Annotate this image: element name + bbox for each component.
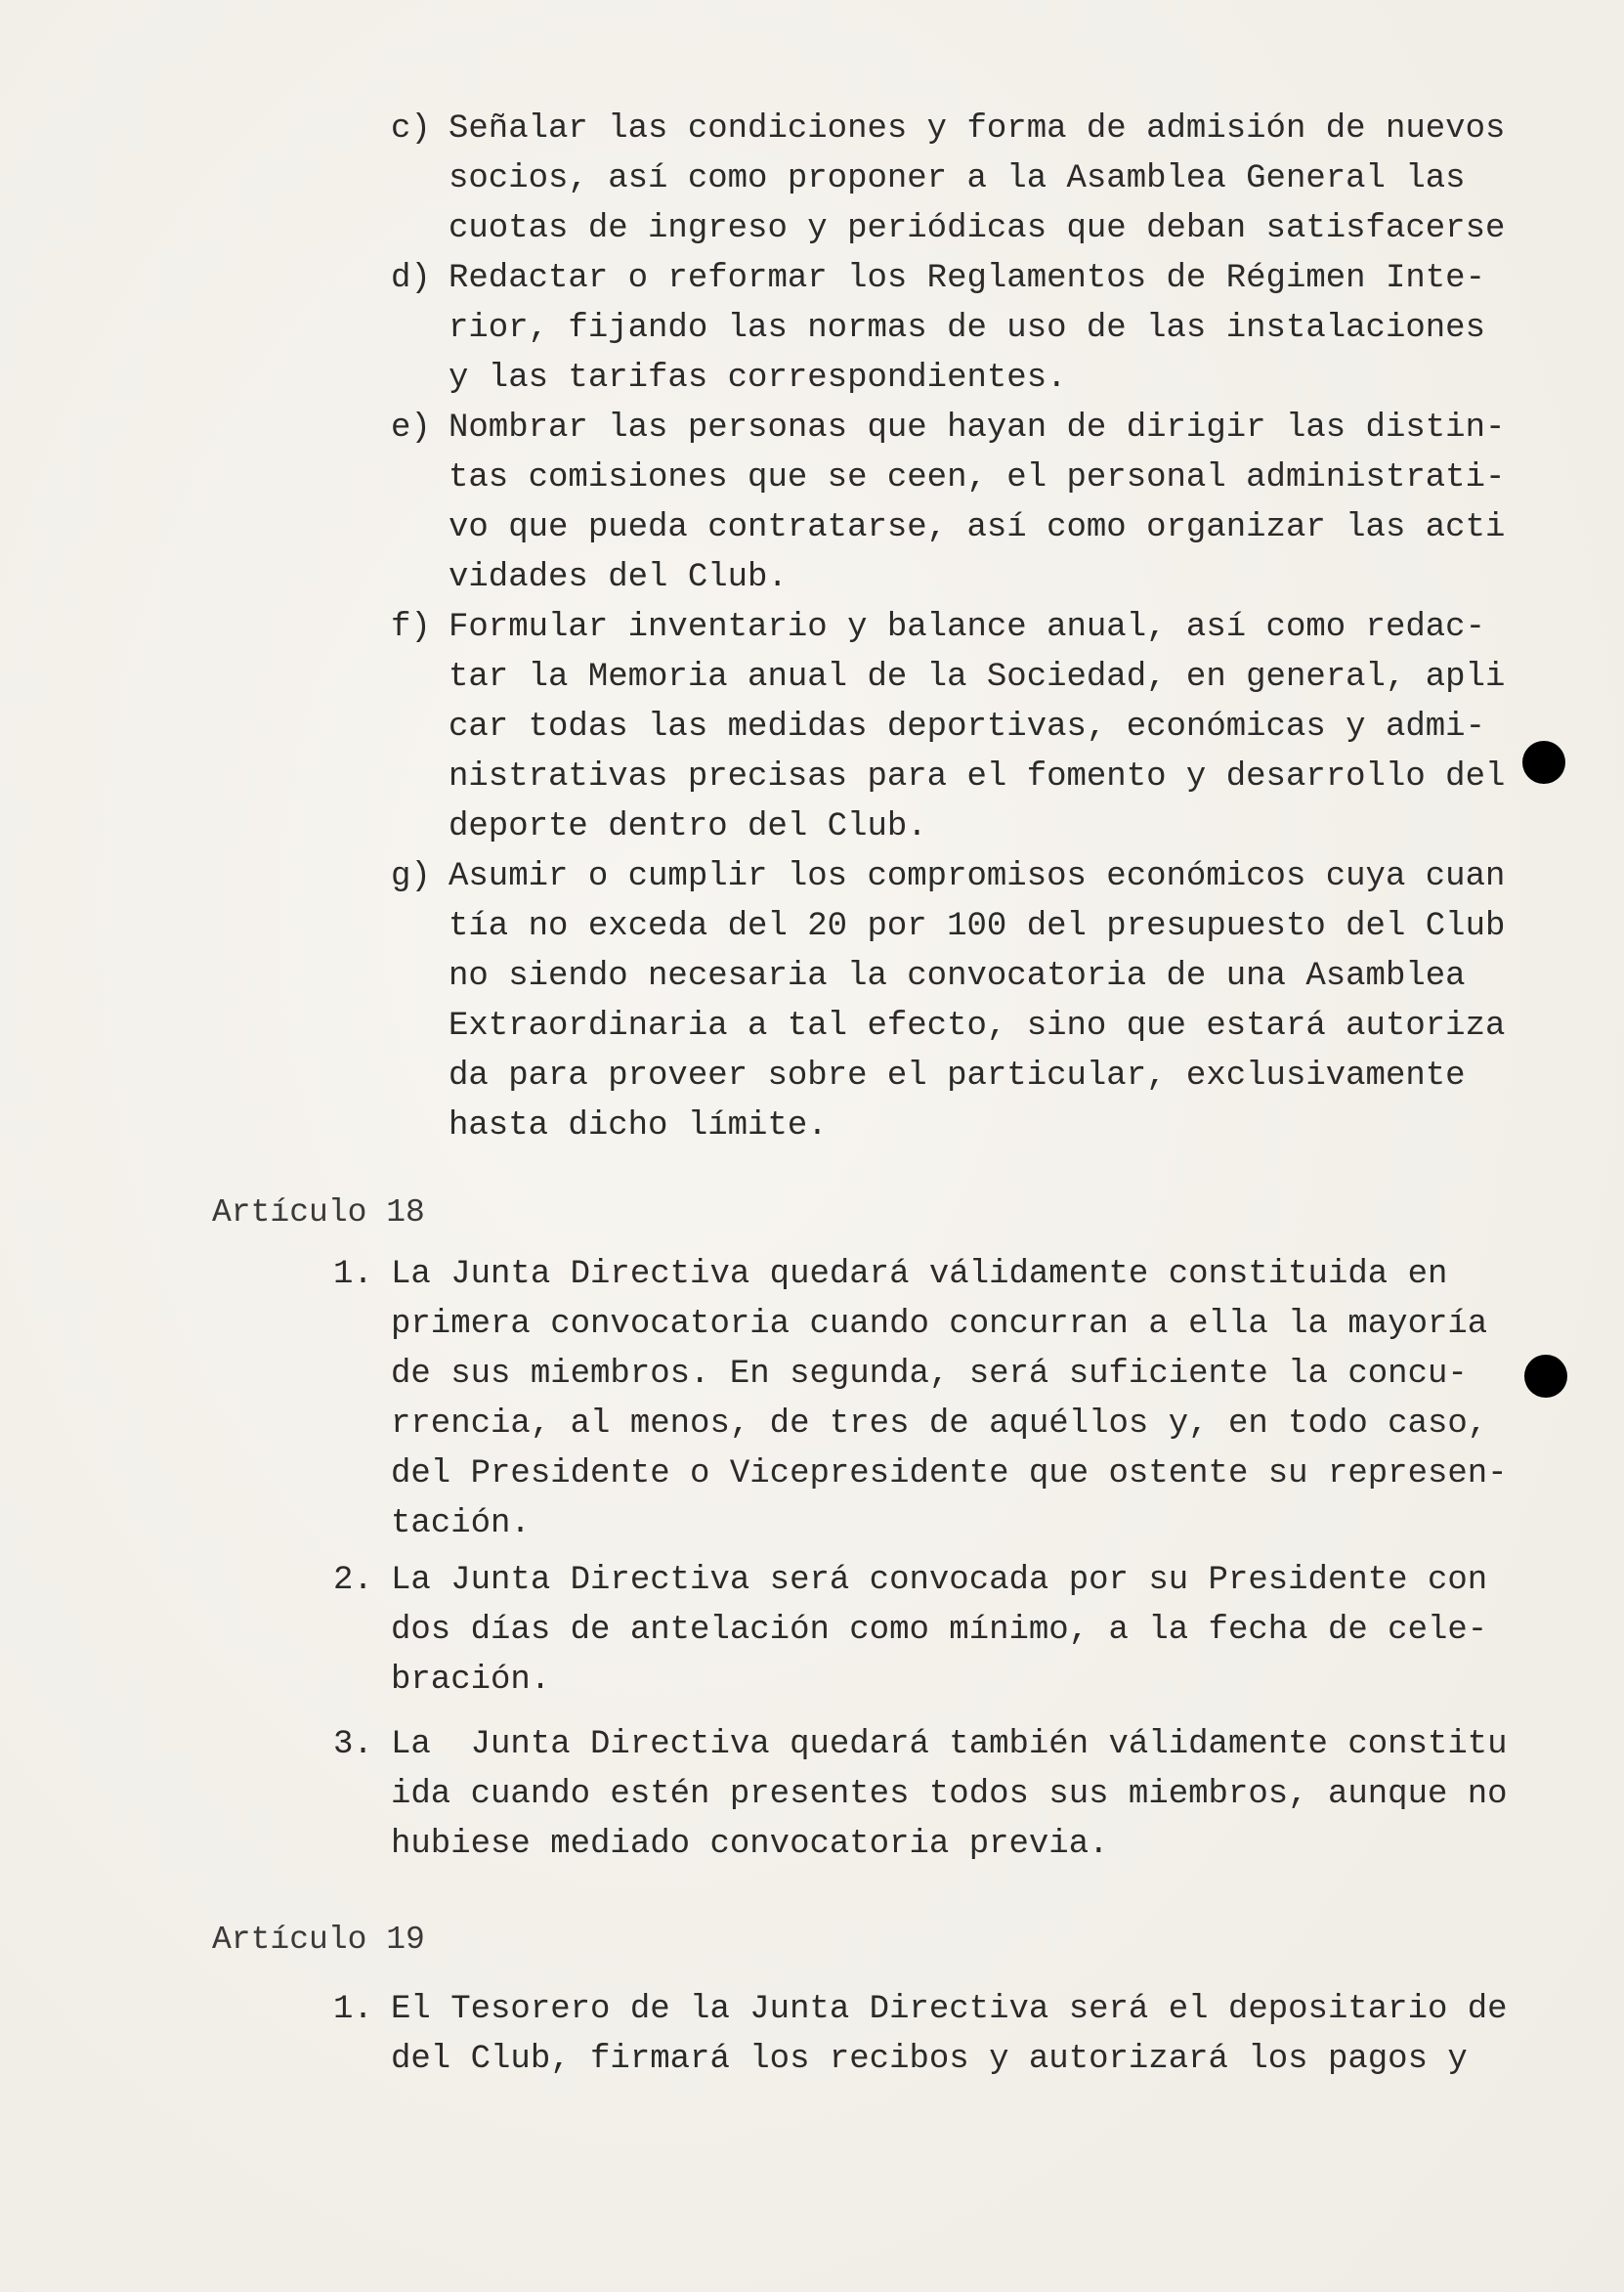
text-line: vidades del Club. [449, 559, 788, 596]
list-item [449, 404, 1505, 603]
text-line: de sus miembros. En segunda, será suficiente la concu- [391, 1356, 1468, 1393]
text-line: tar la Memoria anual de la Sociedad, en general, apli [449, 659, 1506, 696]
article-18-heading: Artículo 18 [212, 1194, 425, 1231]
text-line: nistrativas precisas para el fomento y desarrollo del [449, 758, 1506, 796]
text-line: del Club, firmará los recibos y autorizará los pagos y [391, 2041, 1468, 2078]
text-line: no siendo necesaria la convocatoria de una Asamblea [449, 958, 1466, 995]
text-line: cuotas de ingreso y periódicas que deban satisfacerse [449, 210, 1506, 247]
text-line: dos días de antelación como mínimo, a la fecha de cele- [391, 1612, 1488, 1649]
text-line: La Junta Directiva quedará también válidamente constitu [391, 1726, 1508, 1763]
text-line: socios, así como proponer a la Asamblea General las [449, 160, 1466, 197]
list-item [449, 852, 1505, 1151]
text-line: tación. [391, 1505, 531, 1542]
text-line: tas comisiones que se ceen, el personal administrati- [449, 459, 1506, 497]
article-paragraph [391, 1720, 1508, 1870]
text-line: primera convocatoria cuando concurran a ella la mayoría [391, 1306, 1488, 1343]
text-line: El Tesorero de la Junta Directiva será el depositario de [391, 1991, 1508, 2028]
article-paragraph [391, 1556, 1487, 1706]
list-item-label: d) [391, 260, 431, 297]
text-line: car todas las medidas deportivas, económicas y admi- [449, 709, 1485, 746]
text-line: La Junta Directiva quedará válidamente constituida en [391, 1256, 1448, 1293]
text-line: da para proveer sobre el particular, exclusivamente [449, 1058, 1466, 1095]
text-line: del Presidente o Vicepresidente que ostente su represen- [391, 1455, 1508, 1492]
article-paragraph [391, 1985, 1508, 2085]
list-item [449, 254, 1485, 404]
binder-hole [1522, 741, 1565, 784]
article-paragraph-label: 1. [333, 1991, 373, 2028]
text-line: Asumir o cumplir los compromisos económicos cuya cuan [449, 858, 1506, 895]
list-item-label: f) [391, 609, 431, 646]
text-line: tía no exceda del 20 por 100 del presupuesto del Club [449, 908, 1506, 945]
text-line: rior, fijando las normas de uso de las instalaciones [449, 310, 1485, 347]
binder-hole [1524, 1355, 1567, 1398]
article-paragraph-label: 3. [333, 1726, 373, 1763]
list-item-label: e) [391, 410, 431, 447]
article-paragraph [391, 1250, 1508, 1549]
text-line: rrencia, al menos, de tres de aquéllos y, en todo caso, [391, 1405, 1488, 1443]
text-line: Redactar o reformar los Reglamentos de Régimen Inte- [449, 260, 1485, 297]
text-line: deporte dentro del Club. [449, 808, 927, 845]
text-line: Formular inventario y balance anual, así como redac- [449, 609, 1485, 646]
text-line: hasta dicho límite. [449, 1107, 828, 1145]
list-item-label: g) [391, 858, 431, 895]
text-line: vo que pueda contratarse, así como organizar las acti [449, 509, 1506, 546]
text-line: hubiese mediado convocatoria previa. [391, 1826, 1109, 1863]
text-line: Nombrar las personas que hayan de dirigir las distin- [449, 410, 1506, 447]
text-line: bración. [391, 1662, 551, 1699]
list-item [449, 603, 1505, 852]
text-line: y las tarifas correspondientes. [449, 360, 1067, 397]
article-paragraph-label: 1. [333, 1256, 373, 1293]
text-line: La Junta Directiva será convocada por su Presidente con [391, 1562, 1488, 1599]
article-paragraph-label: 2. [333, 1562, 373, 1599]
text-line: Extraordinaria a tal efecto, sino que estará autoriza [449, 1008, 1506, 1045]
list-item-label: c) [391, 110, 431, 148]
list-item [449, 105, 1505, 254]
article-19-heading: Artículo 19 [212, 1922, 425, 1958]
text-line: ida cuando estén presentes todos sus miembros, aunque no [391, 1776, 1508, 1813]
text-line: Señalar las condiciones y forma de admisión de nuevos [449, 110, 1506, 148]
